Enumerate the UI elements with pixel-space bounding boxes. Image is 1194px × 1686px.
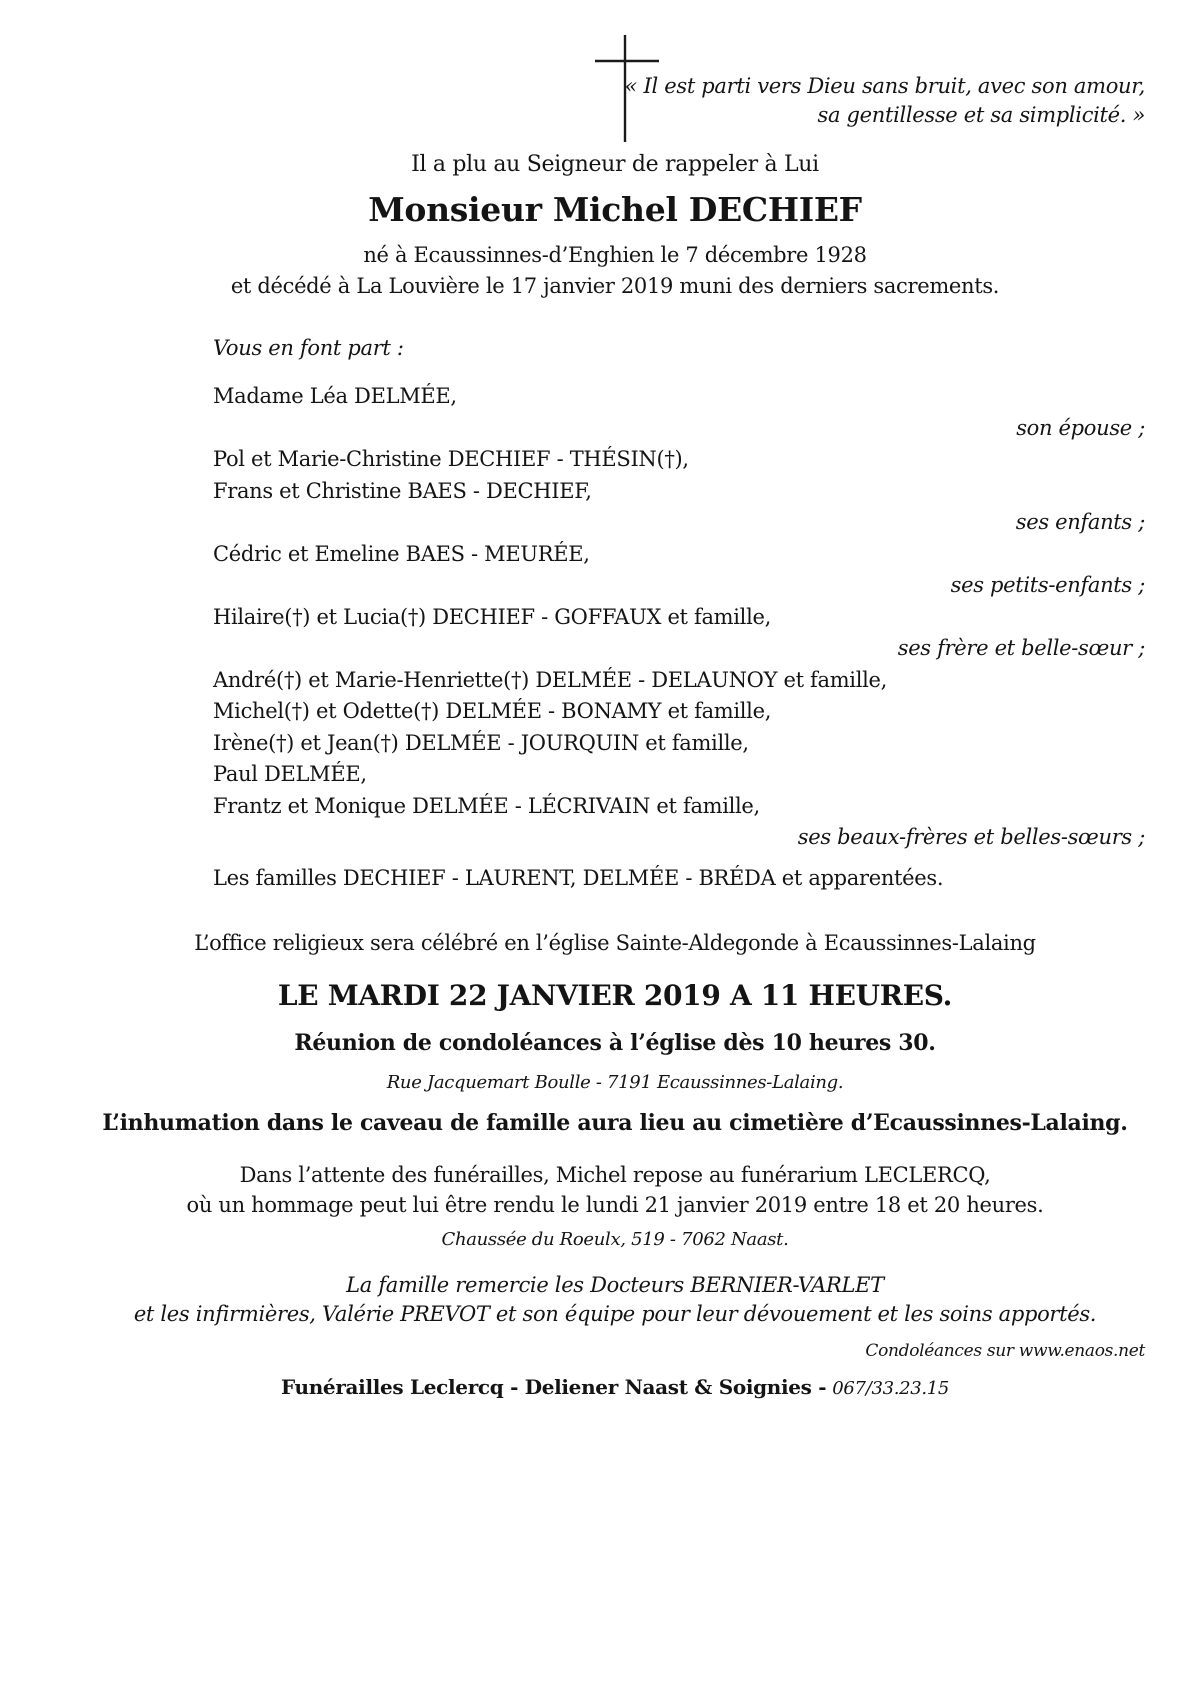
burial-line: L’inhumation dans le caveau de famille aura lieu au cimetière d’Ecaussinnes-Lalaing. [102,1110,1128,1136]
birth-line: né à Ecaussinnes-d’Enghien le 7 décembre 1928 [363,243,867,267]
quote-line-2: sa gentillesse et sa simplicité. » [817,103,1145,127]
family-list [213,381,1145,854]
church-address: Rue Jacquemart Boulle - 7191 Ecaussinnes-Lalaing. [386,1072,844,1093]
thanks-line-1: La famille remercie les Docteurs BERNIER-VARLET [346,1273,884,1297]
service-date-line: LE MARDI 22 JANVIER 2019 A 11 HEURES. [277,979,953,1012]
visitation-line-1: Dans l’attente des funérailles, Michel repose au funérarium LECLERCQ, [239,1163,991,1187]
family-member-line: Hilaire(†) et Lucia(†) DECHIEF - GOFFAUX et famille, [213,604,771,629]
quote-line-1: « Il est parti vers Dieu sans bruit, avec son amour, [624,74,1145,98]
family-member-line: Michel(†) et Odette(†) DELMÉE - BONAMY et famille, [213,699,772,723]
relationship-label: ses frère et belle-sœur ; [897,636,1145,660]
online-condolences-line: Condoléances sur www.enaos.net [865,1341,1145,1361]
death-line: et décédé à La Louvière le 17 janvier 2019 muni des derniers sacrements. [230,274,1000,298]
family-member-line: Frans et Christine BAES - DECHIEF, [213,478,592,503]
condolence-gathering-line: Réunion de condoléances à l’église dès 10 heures 30. [294,1030,936,1056]
relationship-label: ses enfants ; [1015,510,1145,534]
family-member-line: Cédric et Emeline BAES - MEURÉE, [213,541,590,566]
family-member-line: Pol et Marie-Christine DECHIEF - THÉSIN(†), [213,447,689,471]
family-member-line: Madame Léa DELMÉE, [213,384,457,408]
relationship-label: ses beaux-frères et belles-sœurs ; [797,825,1145,849]
family-member-line: Frantz et Monique DELMÉE - LÉCRIVAIN et famille, [213,793,760,818]
vital-dates [36,240,1194,302]
relationship-label: ses petits-enfants ; [950,573,1145,597]
funeral-home-phone: 067/33.23.15 [832,1378,950,1399]
religious-service-line: L’office religieux sera célébré en l’église Sainte-Aldegonde à Ecaussinnes-Lalaing [194,931,1036,955]
notify-line: Vous en font part : [213,336,404,360]
thanks-block [36,1271,1194,1329]
memorial-quote [625,72,1145,130]
relationship-label: son épouse ; [1016,415,1145,440]
funeral-home-name: Funérailles Leclercq - Deliener Naast & Soignies - [280,1375,827,1399]
family-member-line: Irène(†) et Jean(†) DELMÉE - JOURQUIN et famille, [213,730,749,755]
family-member-line: Paul DELMÉE, [213,762,367,786]
deceased-name: Monsieur Michel DECHIEF [368,190,862,229]
intro-line: Il a plu au Seigneur de rappeler à Lui [411,152,819,177]
visitation-line-2: où un hommage peut lui être rendu le lundi 21 janvier 2019 entre 18 et 20 heures. [186,1193,1044,1217]
family-member-line: André(†) et Marie-Henriette(†) DELMÉE - DELAUNOY et famille, [213,667,887,692]
visitation-block [36,1160,1194,1220]
related-families-line: Les familles DECHIEF - LAURENT, DELMÉE - BRÉDA et apparentées. [213,866,944,890]
funeral-home-footer [36,1375,1194,1399]
funeral-home-address: Chaussée du Roeulx, 519 - 7062 Naast. [441,1229,789,1250]
thanks-line-2: et les infirmières, Valérie PREVOT et son équipe pour leur dévouement et les soins apportés. [133,1302,1097,1326]
